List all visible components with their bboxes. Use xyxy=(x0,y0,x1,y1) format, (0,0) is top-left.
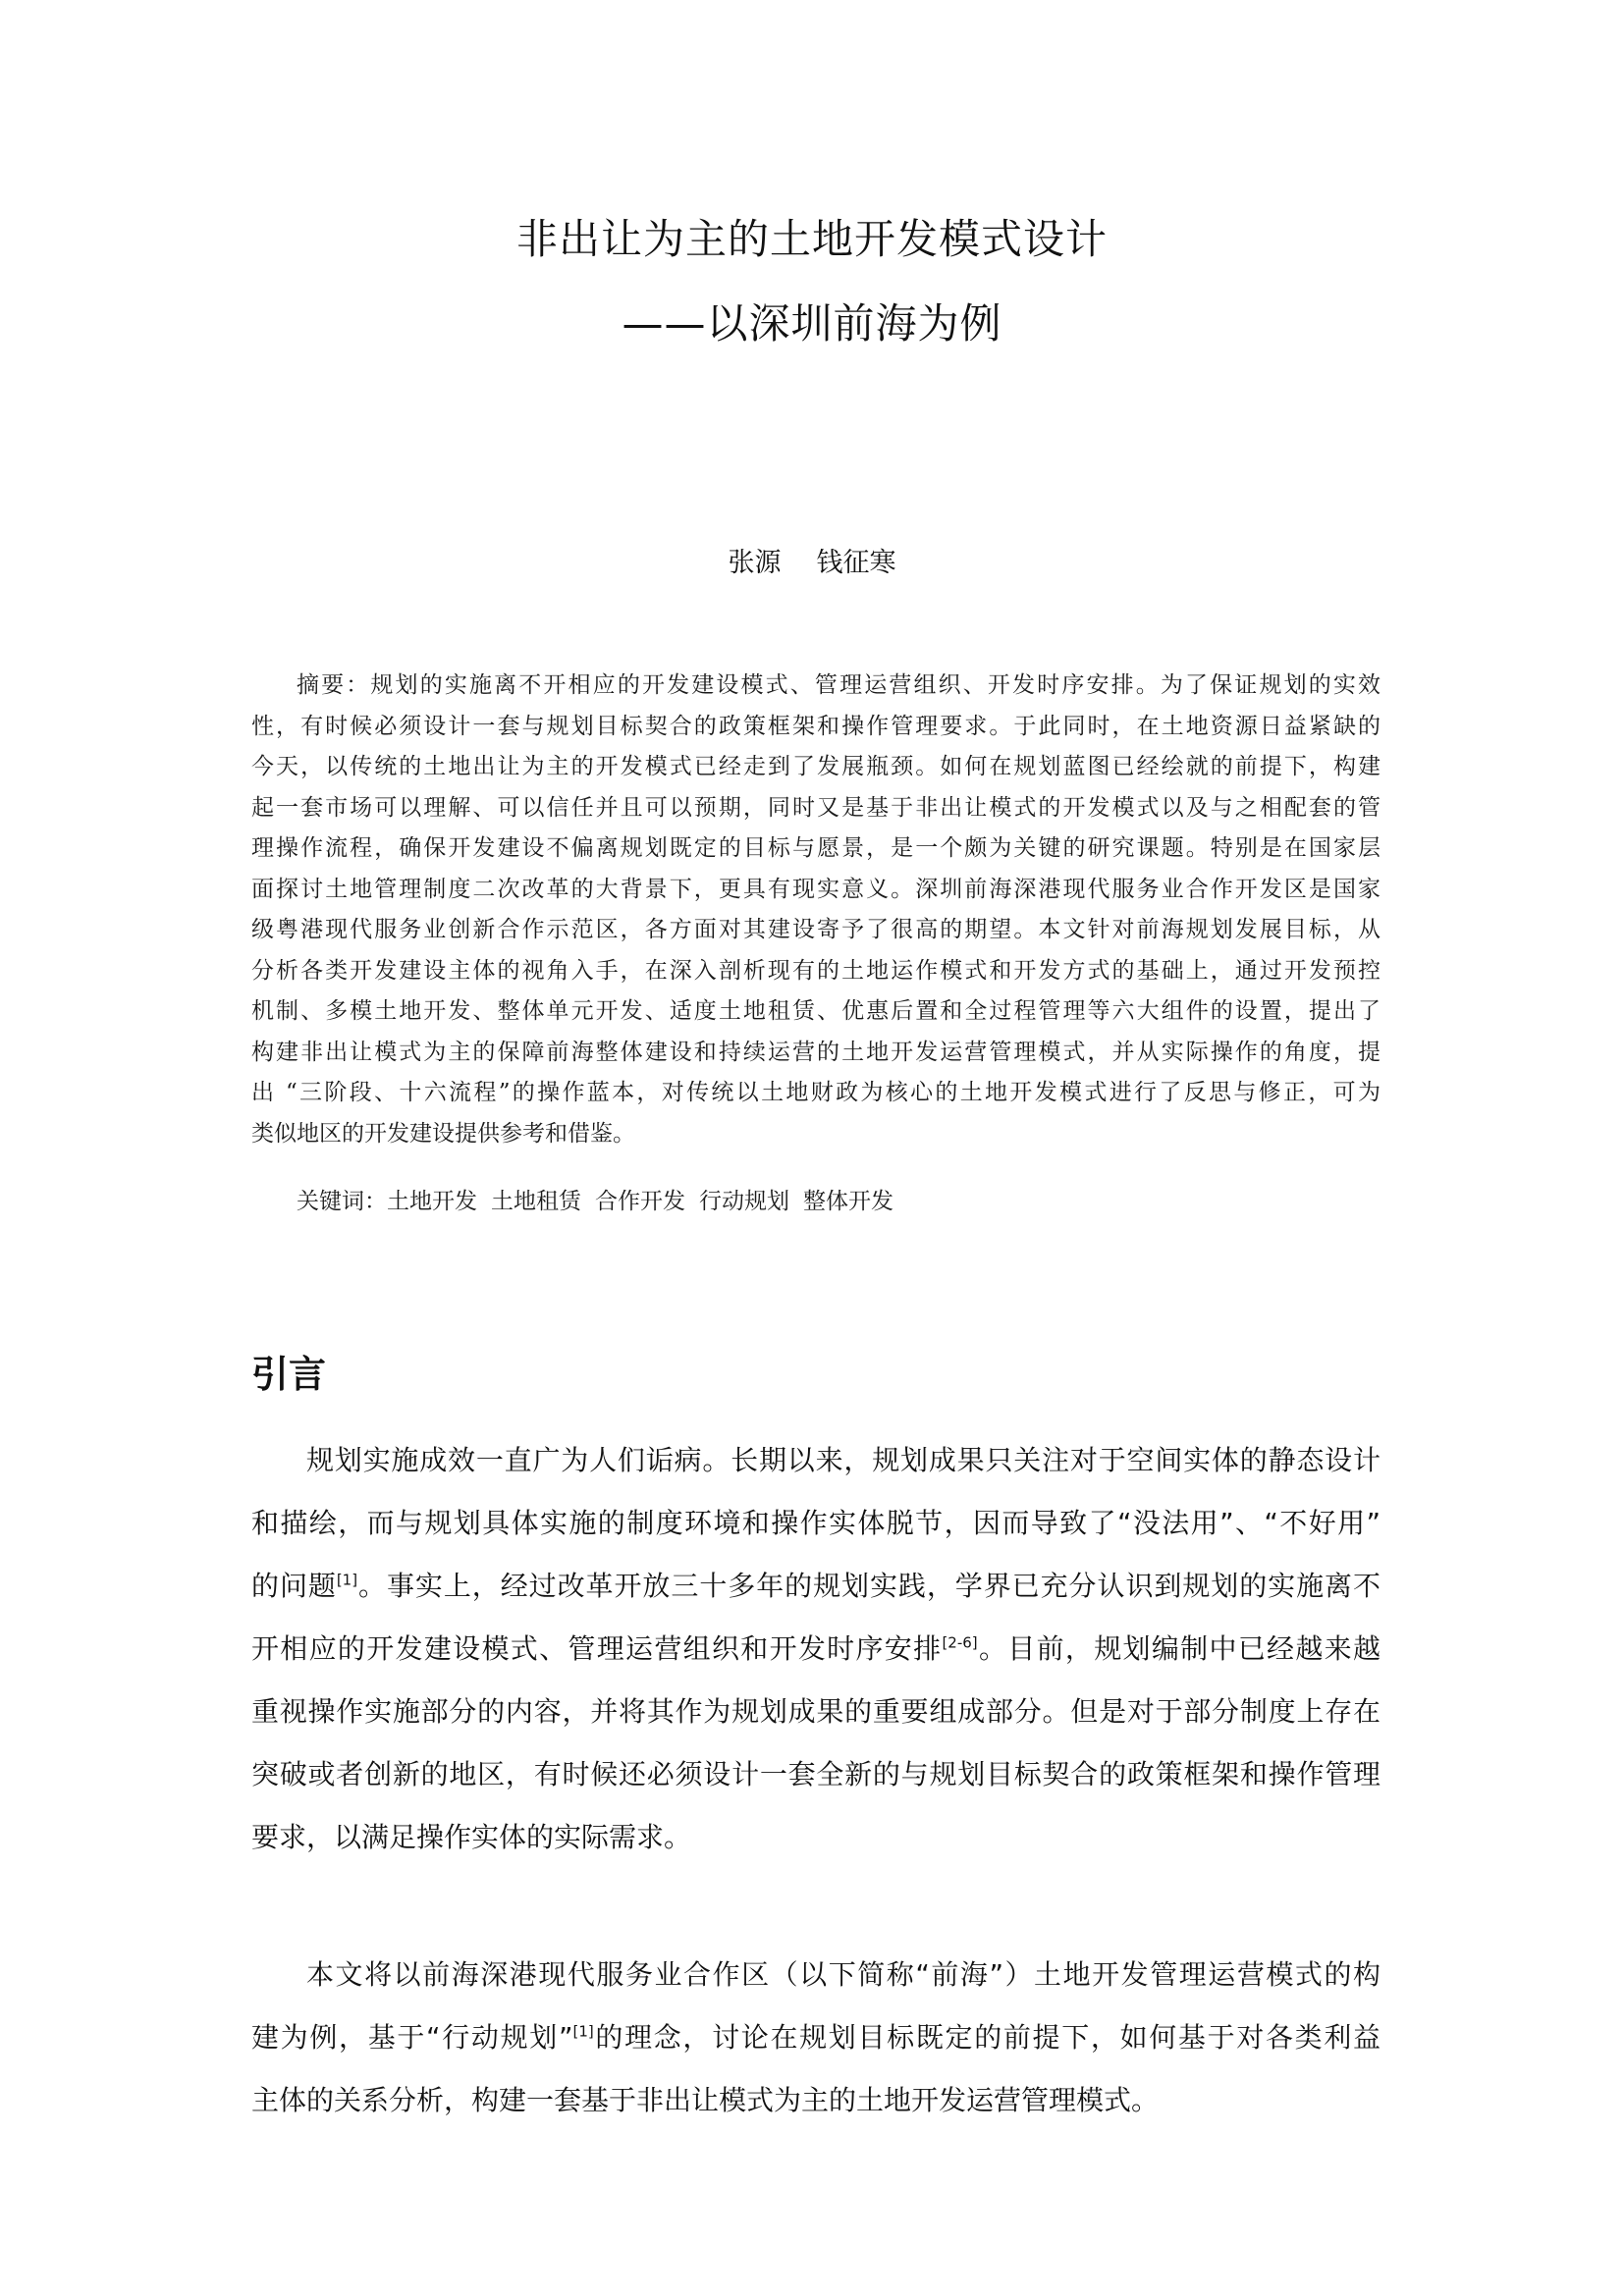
abstract-line: 类似地区的开发建设提供参考和借鉴。 xyxy=(251,1120,635,1147)
abstract-line: 分析各类开发建设主体的视角入手，在深入剖析现有的土地运作模式和开发方式的基础上，通过开发预控 xyxy=(251,957,1380,984)
keywords xyxy=(297,1182,907,1222)
citation-ref: [1] xyxy=(336,1571,358,1589)
paragraph-text: 的问题 xyxy=(251,1570,337,1602)
paragraph-line xyxy=(251,1618,1380,1681)
paragraph-line xyxy=(251,2006,1380,2069)
paragraph-line: 本文将以前海深港现代服务业合作区（以下简称“前海”）土地开发管理运营模式的构 xyxy=(306,1958,1380,1991)
paragraph-text: 。事实上，经过改革开放三十多年的规划实践，学界已充分认识到规划的实施离不 xyxy=(357,1570,1380,1602)
author-name: 钱征寒 xyxy=(816,548,896,578)
keyword: 整体开发 xyxy=(803,1189,893,1214)
keywords-label: 关键词： xyxy=(297,1189,387,1214)
paragraph-line xyxy=(251,1555,1380,1618)
abstract-line: 面探讨土地管理制度二次改革的大背景下，更具有现实意义。深圳前海深港现代服务业合作开发区是国家 xyxy=(251,876,1380,902)
section-heading: 引言 xyxy=(251,1353,327,1396)
abstract-line: 理操作流程，确保开发建设不偏离规划既定的目标与愿景，是一个颇为关键的研究课题。特别是在国家层 xyxy=(251,835,1380,861)
keyword: 行动规划 xyxy=(699,1189,789,1214)
paragraph-line: 突破或者创新的地区，有时候还必须设计一套全新的与规划目标契合的政策框架和操作管理 xyxy=(251,1758,1380,1790)
author-list xyxy=(0,544,1624,583)
abstract-line: 级粤港现代服务业创新合作示范区，各方面对其建设寄予了很高的期望。本文针对前海规划发展目标，从 xyxy=(251,917,1380,942)
paper-title: 非出让为主的土地开发模式设计 xyxy=(515,215,1108,263)
abstract-line: 摘要：规划的实施离不开相应的开发建设模式、管理运营组织、开发时序安排。为了保证规划的实效 xyxy=(297,672,1380,698)
paragraph-line: 和描绘，而与规划具体实施的制度环境和操作实体脱节，因而导致了“没法用”、“不好用” xyxy=(251,1507,1380,1539)
author-name: 张源 xyxy=(728,548,782,578)
citation-ref: [2-6] xyxy=(942,1633,978,1652)
abstract xyxy=(251,666,1380,1154)
citation-ref: [1] xyxy=(572,2022,594,2041)
abstract-line: 构建非出让模式为主的保障前海整体建设和持续运营的土地开发运营管理模式，并从实际操作的角度，提 xyxy=(251,1039,1380,1065)
paragraph-text: 。目前，规划编制中已经越来越 xyxy=(977,1632,1380,1665)
paragraph-line: 规划实施成效一直广为人们诟病。长期以来，规划成果只关注对于空间实体的静态设计 xyxy=(306,1444,1380,1476)
paragraph-line: 主体的关系分析，构建一套基于非出让模式为主的土地开发运营管理模式。 xyxy=(251,2084,1160,2116)
paragraph-line: 要求，以满足操作实体的实际需求。 xyxy=(251,1821,692,1853)
keyword: 合作开发 xyxy=(595,1189,685,1214)
abstract-line: 机制、多模土地开发、整体单元开发、适度土地租赁、优惠后置和全过程管理等六大组件的设置，提出了 xyxy=(251,998,1380,1024)
keyword: 土地开发 xyxy=(387,1189,477,1214)
paper-subtitle: ——以深圳前海为例 xyxy=(622,299,1002,347)
paragraph-text: 建为例，基于“行动规划” xyxy=(251,2021,573,2054)
abstract-line: 出 “三阶段、十六流程”的操作蓝本，对传统以土地财政为核心的土地开发模式进行了反思与修正，可为 xyxy=(251,1080,1380,1105)
paragraph-text: 开相应的开发建设模式、管理运营组织和开发时序安排 xyxy=(251,1632,943,1665)
paragraph-text: 的理念，讨论在规划目标既定的前提下，如何基于对各类利益 xyxy=(593,2021,1380,2054)
keyword: 土地租赁 xyxy=(491,1189,581,1214)
paragraph-line: 重视操作实施部分的内容，并将其作为规划成果的重要组成部分。但是对于部分制度上存在 xyxy=(251,1695,1380,1728)
abstract-line: 性，有时候必须设计一套与规划目标契合的政策框架和操作管理要求。于此同时，在土地资源日益紧缺的 xyxy=(251,713,1380,739)
body-paragraph xyxy=(251,1944,1380,2132)
body-paragraph xyxy=(251,1429,1380,1869)
abstract-line: 起一套市场可以理解、可以信任并且可以预期，同时又是基于非出让模式的开发模式以及与之相配套的管 xyxy=(251,794,1380,821)
abstract-line: 今天，以传统的土地出让为主的开发模式已经走到了发展瓶颈。如何在规划蓝图已经绘就的前提下，构建 xyxy=(251,754,1380,779)
